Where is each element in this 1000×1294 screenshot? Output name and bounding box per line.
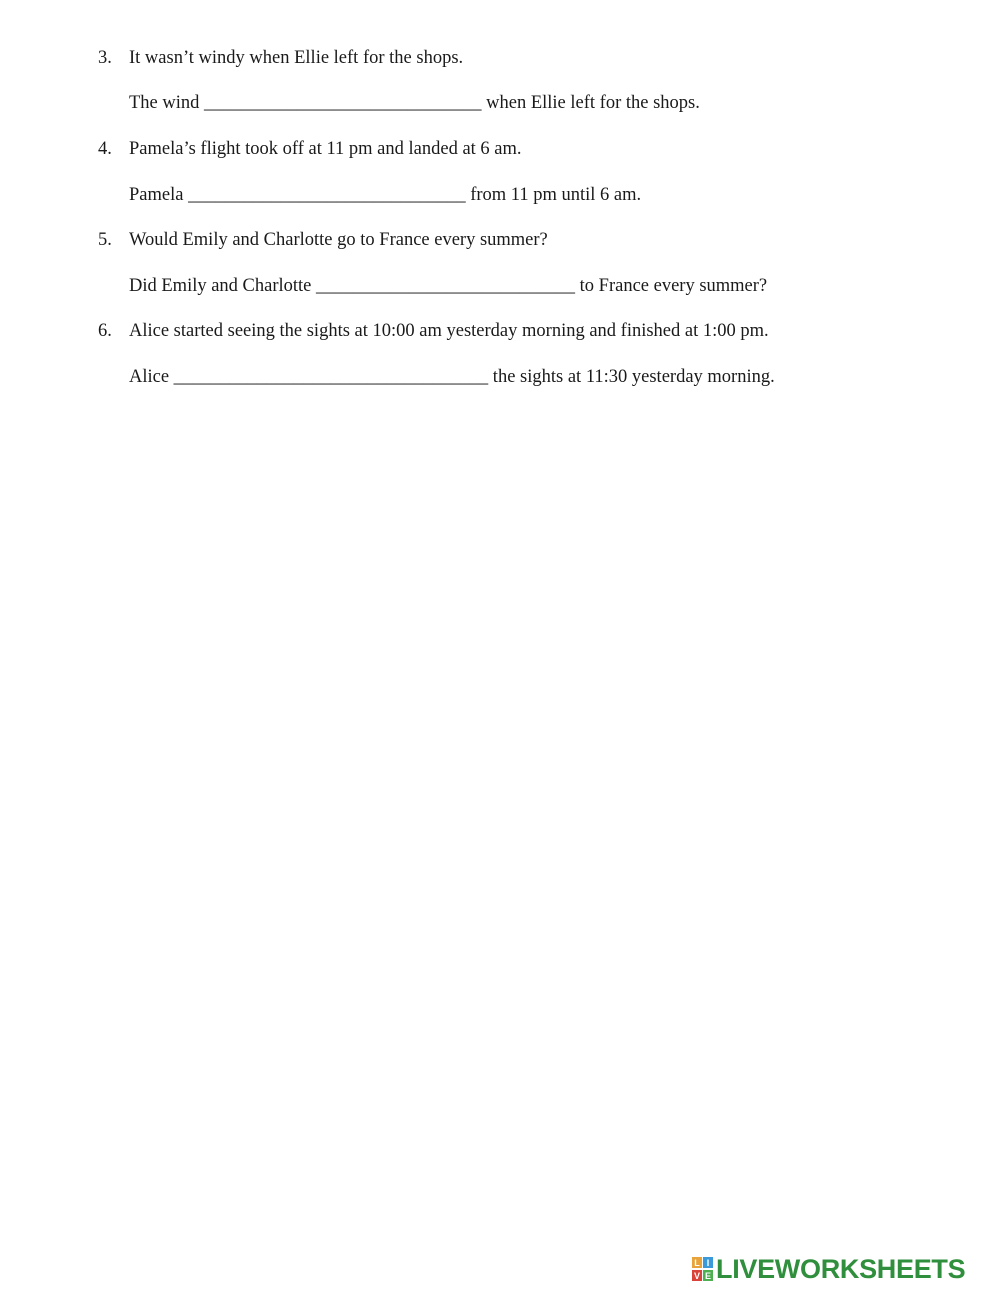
liveworksheets-logo-icon [692, 1257, 713, 1281]
answer-sentence: Pamela ______________________________ from 11 pm until 6 am. [129, 185, 642, 205]
question-prompt: Pamela’s flight took off at 11 pm and landed at 6 am. [129, 139, 522, 159]
question-prompt: It wasn’t windy when Ellie left for the shops. [129, 48, 464, 68]
question-number: 6. [98, 321, 112, 341]
answer-sentence: Did Emily and Charlotte ____________________________ to France every summer? [129, 276, 768, 296]
svg-text:V: V [693, 1271, 701, 1281]
svg-text:E: E [704, 1271, 712, 1281]
svg-text:L: L [694, 1258, 700, 1268]
svg-text:I: I [706, 1258, 710, 1268]
question-number: 3. [98, 48, 112, 68]
brand-wordmark: LIVEWORKSHEETS [716, 1254, 966, 1284]
question-number: 4. [98, 139, 112, 159]
question-prompt: Alice started seeing the sights at 10:00 am yesterday morning and finished at 1:00 pm. [129, 321, 769, 341]
answer-sentence: The wind ______________________________ when Ellie left for the shops. [129, 93, 700, 113]
question-number: 5. [98, 230, 112, 250]
liveworksheets-logo [692, 1254, 965, 1284]
answer-sentence: Alice __________________________________ the sights at 11:30 yesterday morning. [129, 367, 775, 387]
question-prompt: Would Emily and Charlotte go to France every summer? [129, 230, 548, 250]
